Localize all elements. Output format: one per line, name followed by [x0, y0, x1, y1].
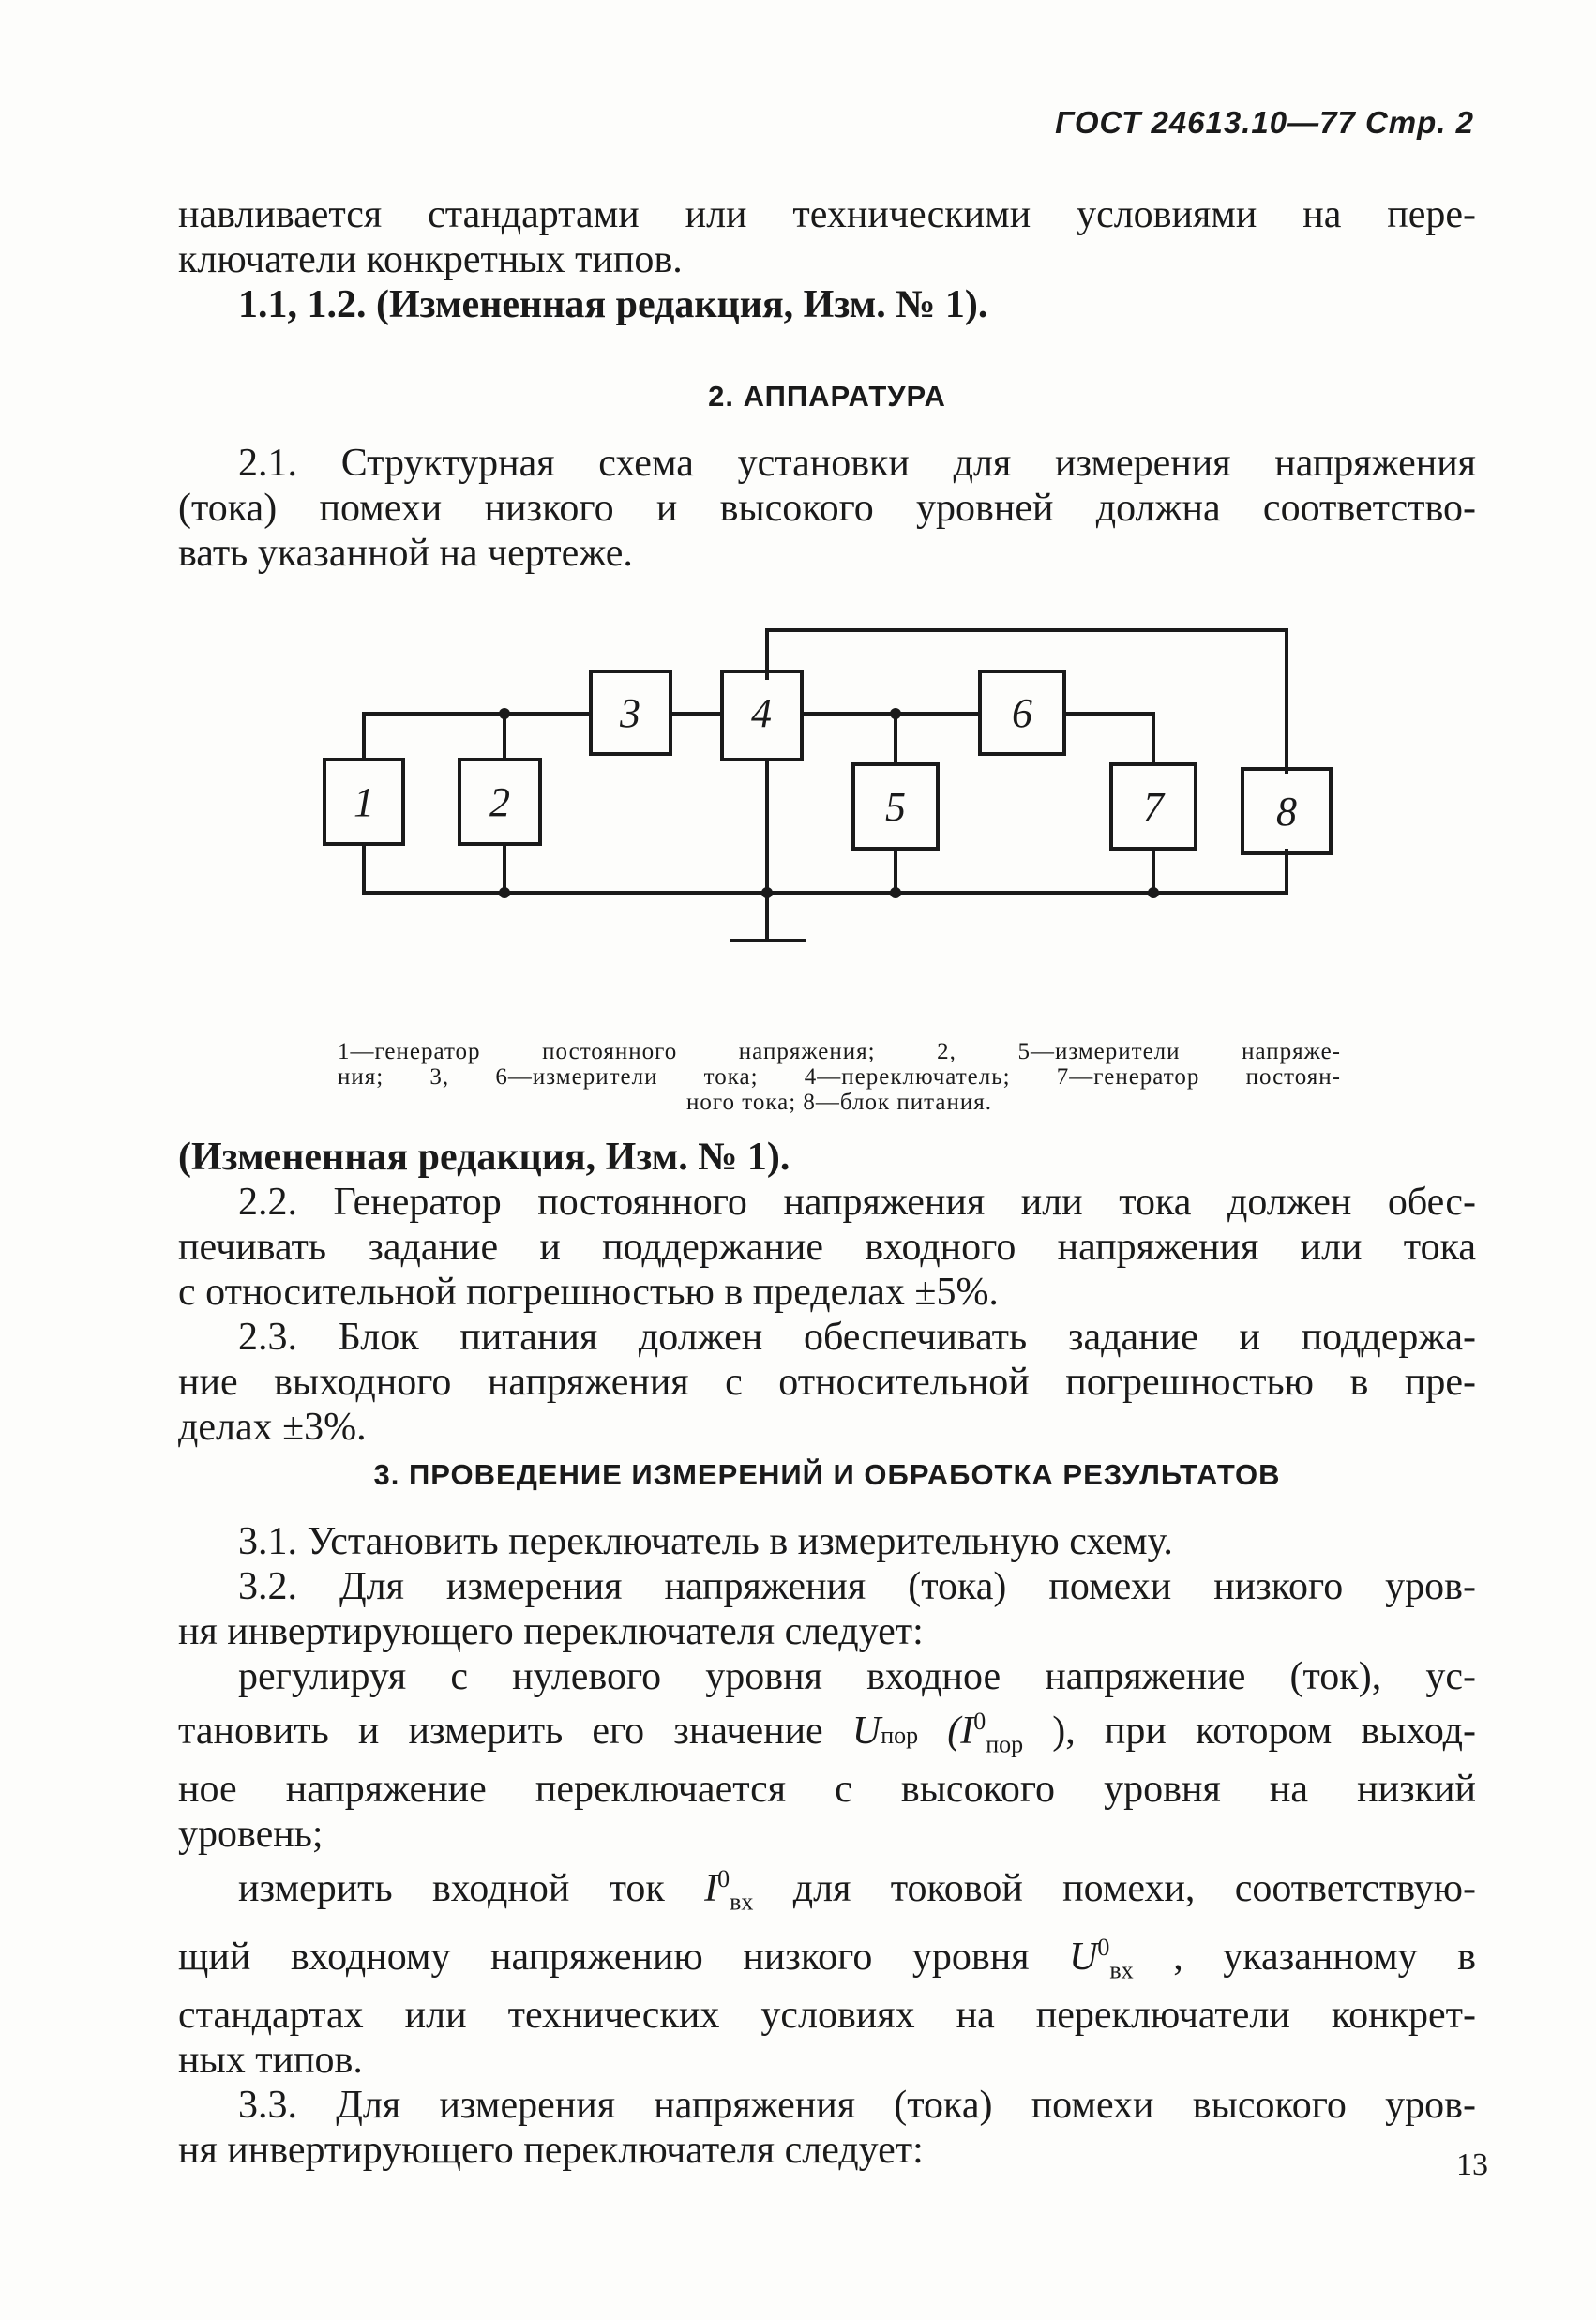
- p21-line-3: вать указанной на чертеже.: [178, 532, 633, 575]
- p32b-line-4: ных типов.: [178, 2039, 363, 2083]
- p23-line-3: делах ±3%.: [178, 1406, 367, 1449]
- caption-line-1: 1—генератор постоянного напряжения; 2, 5—измерители напряже-: [338, 1039, 1341, 1064]
- block-2-label: 2: [489, 779, 510, 825]
- block-3: [591, 671, 670, 754]
- caption-line-3: ного тока; 8—блок питания.: [686, 1090, 992, 1115]
- block-diagram: [0, 0, 1596, 1032]
- p32b-line-1: измерить входной ток $I^0_{вх}$ для токовой помехи, соответствую-: [238, 1865, 1477, 1916]
- block-5-label: 5: [885, 784, 906, 830]
- p32b-line-2: щий входному напряжению низкого уровня $U^0_{вх}$ , указанному в: [178, 1933, 1477, 1984]
- block-6: [980, 671, 1064, 754]
- p32b-line-3: стандартах или технических условиях на переключатели конкрет-: [178, 1994, 1476, 2038]
- block-5: [853, 764, 938, 849]
- p23-line-1: 2.3. Блок питания должен обеспечивать задание и поддержа-: [238, 1316, 1476, 1359]
- p21-line-2: (тока) помехи низкого и высокого уровней должна соответство-: [178, 487, 1476, 530]
- p22-line-1: 2.2. Генератор постоянного напряжения или тока должен обес-: [238, 1181, 1476, 1224]
- p33-line-2: ня инвертирующего переключателя следует:: [178, 2129, 924, 2173]
- change-note-1: 1.1, 1.2. (Измененная редакция, Изм. № 1).: [238, 283, 988, 326]
- p32a-line-2: тановить и измерить его значение Uпор ($I^0_{пор}$ ), при котором выход-: [178, 1708, 1477, 1758]
- p22-line-3: с относительной погрешностью в пределах ±5%.: [178, 1271, 999, 1314]
- page-number: 13: [1456, 2147, 1488, 2182]
- block-7: [1111, 764, 1196, 849]
- p32a-line-4: уровень;: [178, 1813, 324, 1857]
- page-header: ГОСТ 24613.10—77 Стр. 2: [1055, 105, 1474, 140]
- block-1-label: 1: [354, 779, 374, 825]
- diagram-caption: [338, 1039, 1341, 1115]
- block-4: [722, 671, 802, 760]
- section-2-heading: 2. АППАРАТУРА: [708, 380, 946, 413]
- block-1: [324, 760, 403, 844]
- junction-dots: [499, 708, 1159, 898]
- change-note-2: (Измененная редакция, Изм. № 1).: [178, 1136, 790, 1179]
- intro-line-2: ключатели конкретных типов.: [178, 238, 683, 281]
- p33-line-1: 3.3. Для измерения напряжения (тока) помехи высокого уров-: [238, 2084, 1476, 2128]
- section-3-heading: 3. ПРОВЕДЕНИЕ ИЗМЕРЕНИЙ И ОБРАБОТКА РЕЗУЛЬТАТОВ: [373, 1458, 1281, 1491]
- block-2: [459, 760, 540, 844]
- block-4-label: 4: [751, 690, 772, 736]
- block-7-label: 7: [1143, 784, 1164, 830]
- block-3-label: 3: [620, 690, 640, 736]
- block-8: [1242, 769, 1331, 853]
- caption-line-2: ния; 3, 6—измерители тока; 4—переключатель; 7—генератор постоян-: [338, 1064, 1341, 1090]
- block-8-label: 8: [1276, 789, 1297, 835]
- p32-line-1: 3.2. Для измерения напряжения (тока) помехи низкого уров-: [238, 1565, 1476, 1608]
- section-3-body: [178, 1519, 1476, 2173]
- p32-line-2: ня инвертирующего переключателя следует:: [178, 1610, 924, 1653]
- section-2-body: [178, 1135, 1476, 1450]
- block-6-label: 6: [1012, 690, 1032, 736]
- p22-line-2: печивать задание и поддержание входного напряжения или тока: [178, 1226, 1476, 1269]
- p23-line-2: ние выходного напряжения с относительной погрешностью в пре-: [178, 1361, 1476, 1404]
- intro-line-1: навливается стандартами или техническими условиями на пере-: [178, 193, 1476, 236]
- p32a-line-1: регулируя с нулевого уровня входное напряжение (ток), ус-: [238, 1655, 1476, 1698]
- p31: 3.1. Установить переключатель в измерительную схему.: [238, 1520, 1173, 1563]
- p32a-line-3: ное напряжение переключается с высокого уровня на низкий: [178, 1768, 1476, 1812]
- p21-line-1: 2.1. Структурная схема установки для измерения напряжения: [238, 442, 1476, 485]
